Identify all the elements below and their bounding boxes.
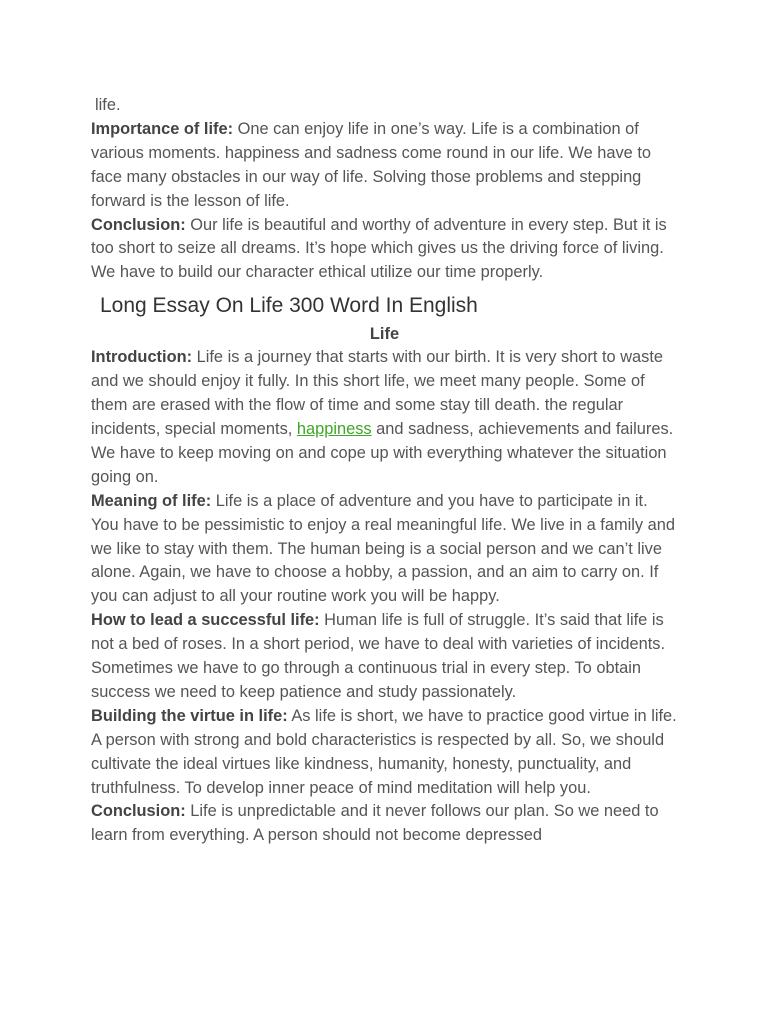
importance-text: One can enjoy life in one’s way. Life is a combination of various moments. happiness and sadness come round in our life. We have to face many obstacles in our way of life. Solving those problems and stepping forward is the lesson of life. <box>91 119 652 210</box>
virtue-paragraph <box>91 705 678 801</box>
continuation-text: life. <box>95 96 121 114</box>
importance-paragraph <box>91 118 678 214</box>
introduction-label: Introduction: <box>91 348 193 367</box>
conclusion-paragraph <box>91 800 678 848</box>
essay-heading: Long Essay On Life 300 Word In English <box>100 294 478 318</box>
conclusion-text-top: Our life is beautiful and worthy of adventure in every step. But it is too short to seize all dreams. It’s hope which gives us the driving force of living. We have to build our character ethical utilize our time properly. <box>91 215 667 282</box>
meaning-label: Meaning of life: <box>91 491 212 510</box>
introduction-text-1: Life is a journey that starts with our birth. It is very short to waste and we should enjoy it fully. In this short life, we meet many people. Some of them are erased with the flow of time and some stay till death. the regular incidents, special moments, <box>91 348 664 438</box>
importance-label: Importance of life: <box>91 119 234 138</box>
successful-life-label: How to lead a successful life: <box>91 611 320 630</box>
successful-life-paragraph <box>91 609 678 705</box>
introduction-paragraph <box>91 346 678 489</box>
essay-subheading: Life <box>369 325 400 344</box>
conclusion-text: Life is unpredictable and it never follows our plan. So we need to learn from everything. A person should not become depressed <box>91 802 659 845</box>
successful-life-text: Human life is full of struggle. It’s said that life is not a bed of roses. In a short period, we have to deal with varieties of incidents. Sometimes we have to go through a continuous trial in every step. To obtain success we need to keep patience and study passionately. <box>91 611 666 701</box>
introduction-text-2: and sadness, achievements and failures. We have to keep moving on and cope up with everything whatever the situation going on. <box>91 419 674 486</box>
conclusion-paragraph-top <box>91 214 678 286</box>
meaning-text: Life is a place of adventure and you have to participate in it. You have to be pessimistic to enjoy a real meaningful life. We live in a family and we like to stay with them. The human being is a social person and we can’t live alone. Again, we have to choose a hobby, a passion, and an aim to carry on. If you can adjust to all your routine work you will be happy. <box>91 491 676 606</box>
conclusion-label-top: Conclusion: <box>91 215 186 234</box>
conclusion-label: Conclusion: <box>91 802 186 821</box>
virtue-label: Building the virtue in life: <box>91 706 288 725</box>
meaning-paragraph <box>91 490 678 610</box>
happiness-link[interactable]: happiness <box>296 419 372 438</box>
virtue-text: As life is short, we have to practice good virtue in life. A person with strong and bold characteristics is respected by all. So, we should cultivate the ideal virtues like kindness, humanity, honesty, punctuality, and truthfulness. To develop inner peace of mind meditation will help you. <box>91 706 677 797</box>
